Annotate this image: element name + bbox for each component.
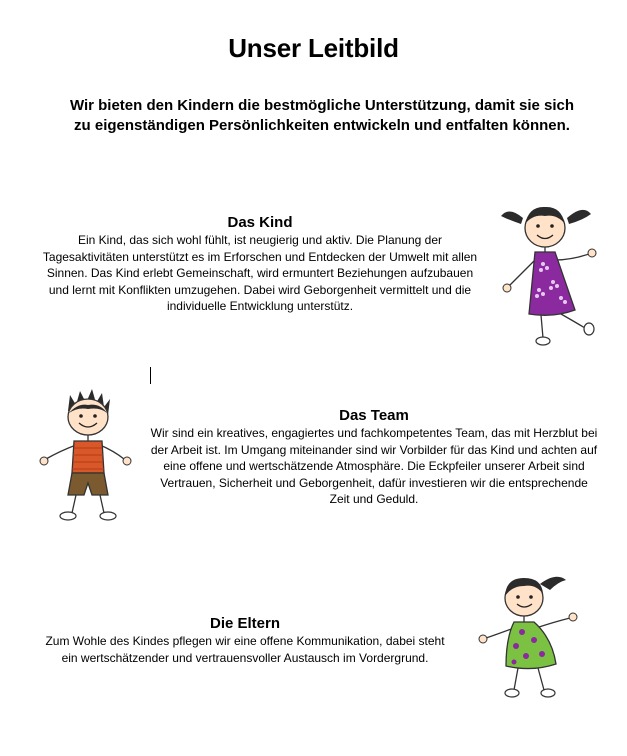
boy-head [68,399,108,435]
girl1-right-leg [561,314,585,328]
girl1-left-arm [509,260,535,286]
girl2-ponytail [540,577,566,590]
section-team-text: Wir sind ein kreatives, engagiertes und fachkompetentes Team, das mit Herzblut bei der Arbeit ist. Im Umgang miteinander sind wir Vorbilder für das Kind und achten auf eine offene und wertschätzende Atmosphäre. Die Eckpfeiler unserer Arbeit sind Vertrauen, Sicherheit und Geborgenheit, dafür investieren wir die entsprechende Zeit und Geduld. [150,426,598,506]
boy-left-eye [79,414,83,418]
girl-green-dress-illustration [478,568,583,700]
section-kind [40,214,480,315]
section-team-heading: Das Team [339,407,409,424]
girl2-left-eye [516,595,520,599]
girl2-right-eye [529,595,533,599]
section-kind-heading: Das Kind [227,214,293,231]
girl2-right-arm [536,618,570,628]
section-eltern [42,615,448,666]
section-kind-text: Ein Kind, das sich wohl fühlt, ist neugierig und aktiv. Die Planung der Tagesaktivitäten unterstützt es im Erforschen und Entdecken der Umwelt mit allen Sinnen. Das Kind erlebt Gemeinschaft, wird ermuntert Beziehungen aufzubauen und lernt mit Konflikten umzugehen. Dabei wird Geborgenheit vermittelt und die individuelle Entwicklung unterstütz. [42,233,478,313]
boy-orange-shirt-illustration [38,385,136,523]
page-subtitle: Wir bieten den Kindern die bestmögliche Unterstützung, damit sie sich zu eigenständigen Persönlichkeiten entwickeln und entfalten können. [69,97,575,134]
girl1-right-eye [550,224,554,228]
text-cursor [150,367,151,384]
girl1-right-arm [555,254,589,260]
section-eltern-text: Zum Wohle des Kindes pflegen wir eine offene Kommunikation, dabei steht ein wertschätzender und vertrauensvoller Austausch im Vordergrund. [45,634,445,665]
girl1-left-eye [536,224,540,228]
girl1-left-leg [541,315,543,338]
boy-left-arm [46,445,76,459]
boy-shorts [68,473,108,495]
girl-purple-dress-illustration [495,198,607,350]
boy-right-eye [93,414,97,418]
section-eltern-heading: Die Eltern [209,615,281,632]
page-title: Unser Leitbild [228,33,399,63]
girl1-right-pigtail [567,210,591,224]
boy-shirt [72,441,104,473]
section-team [150,407,598,508]
girl1-left-pigtail [501,211,523,224]
